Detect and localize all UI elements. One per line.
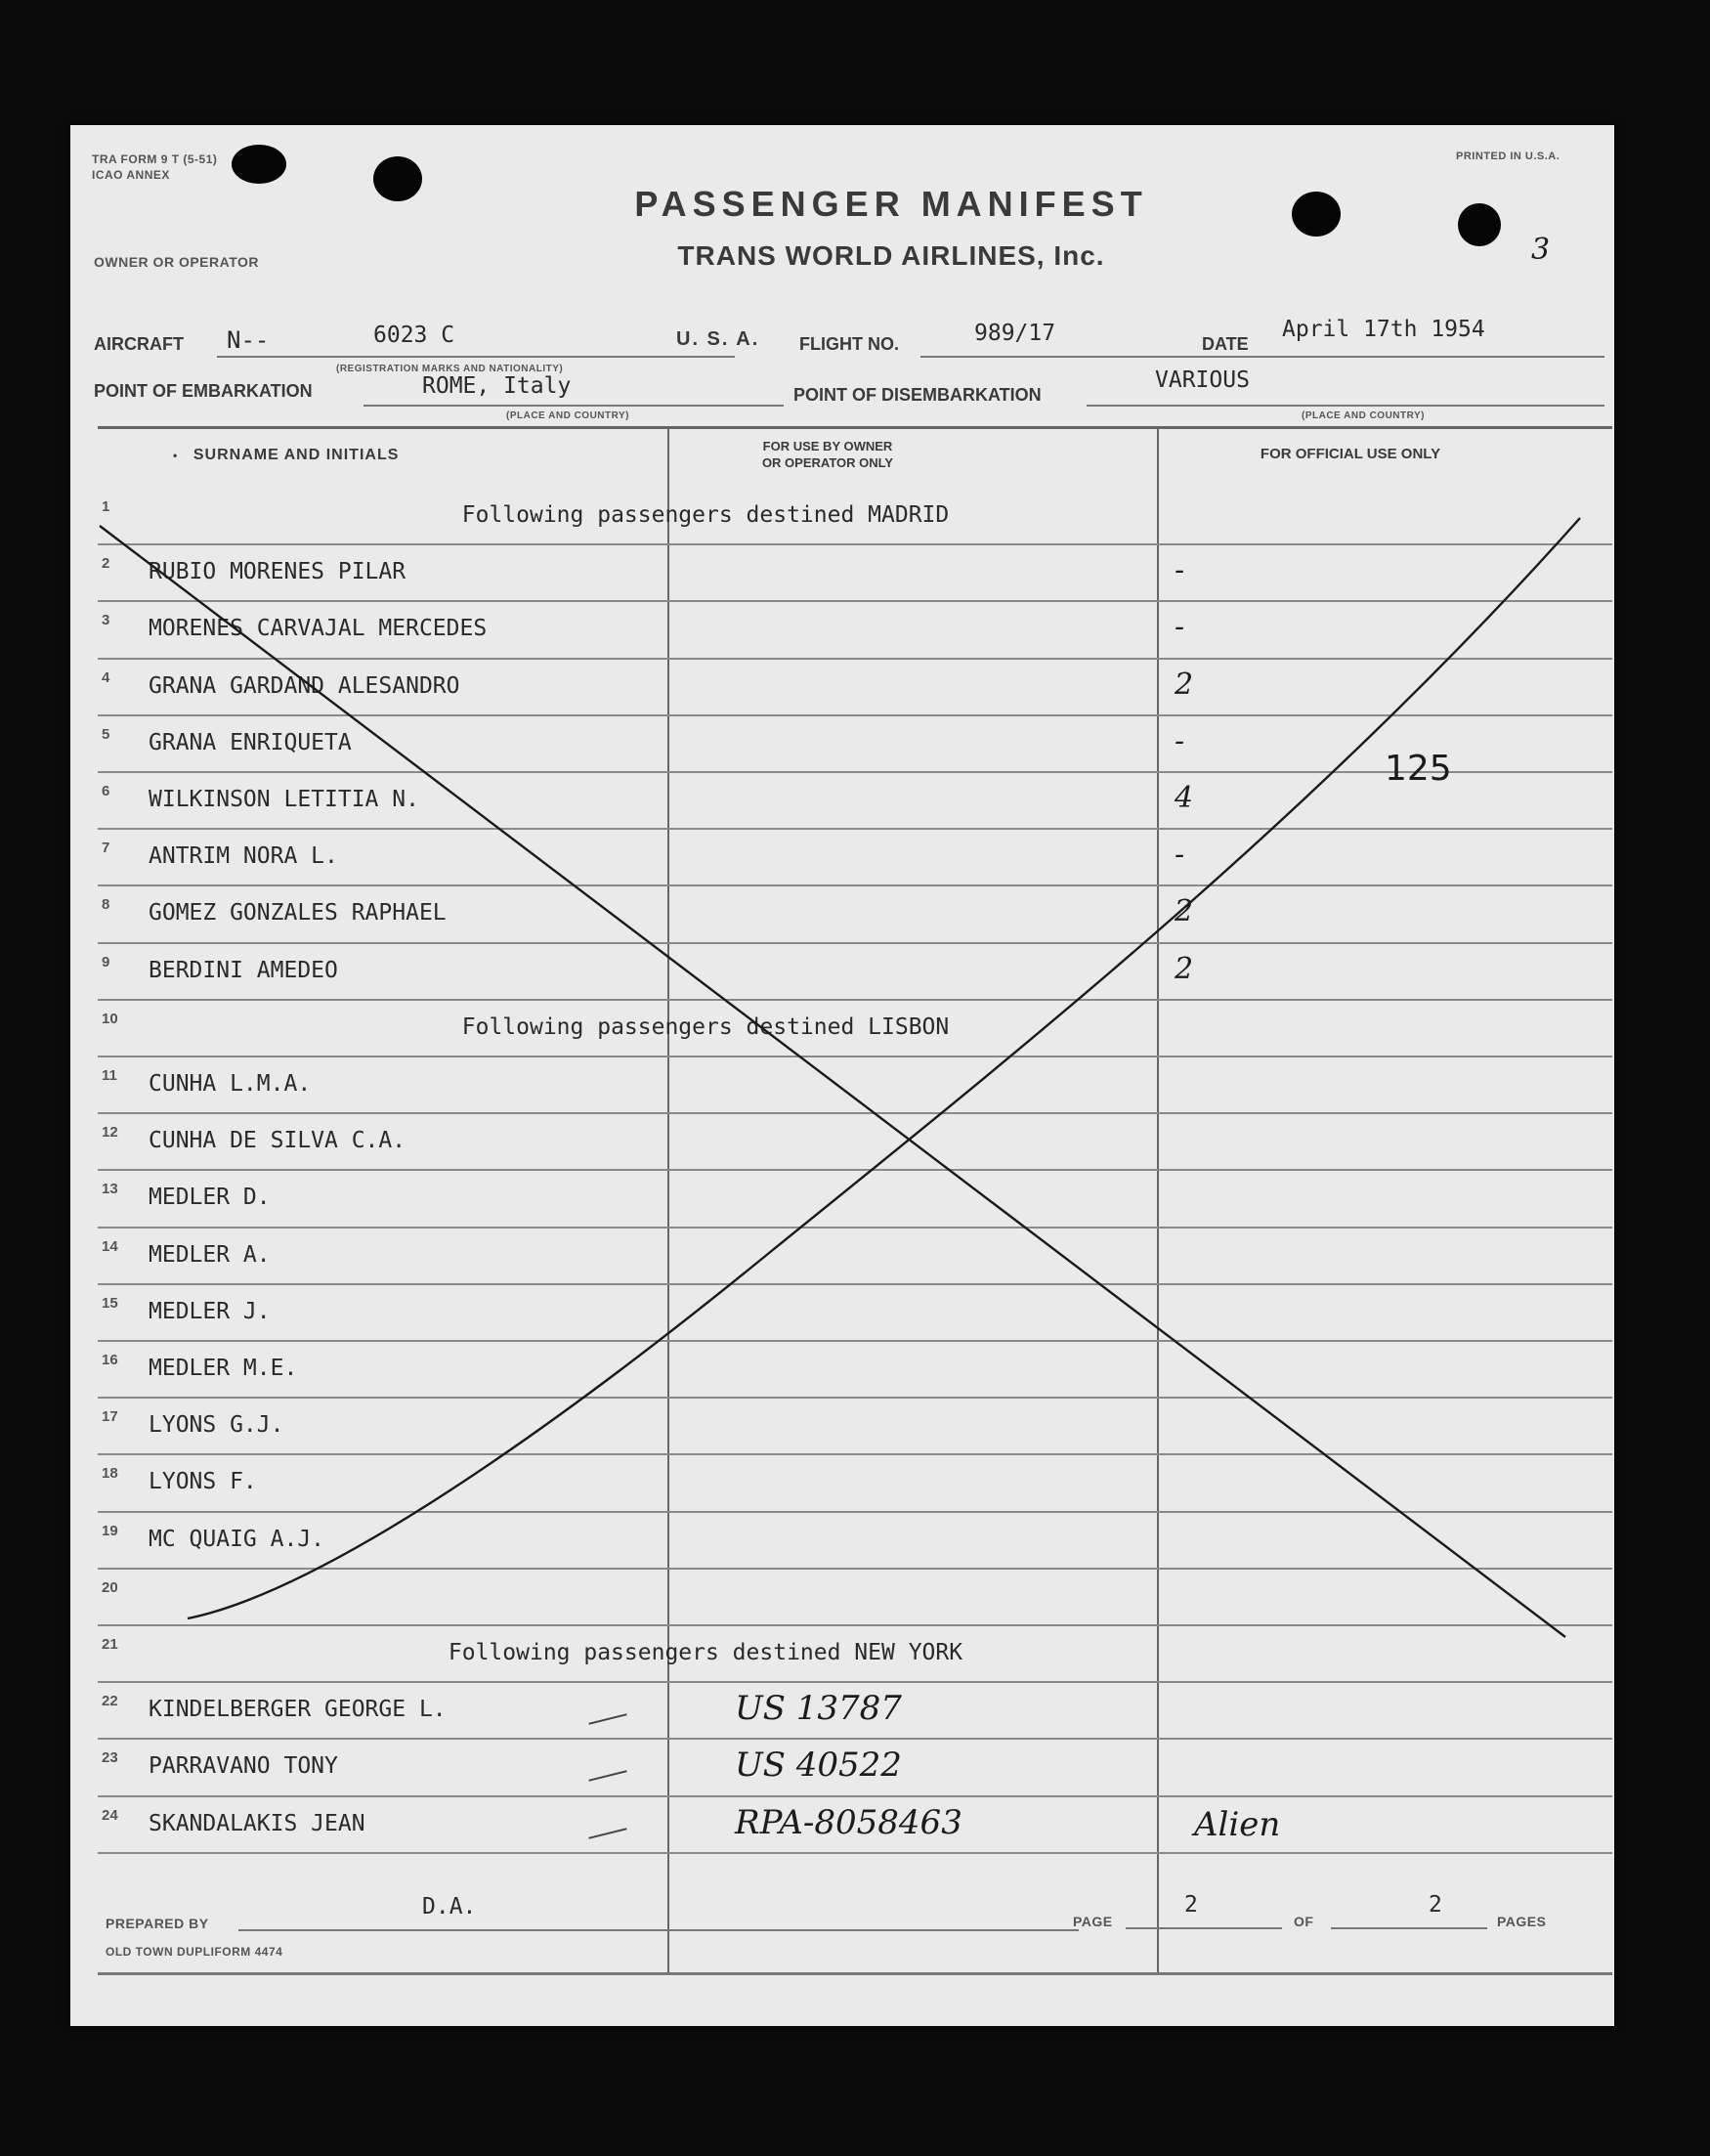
row-number: 8 [102,896,110,914]
passenger-name: MEDLER D. [149,1185,271,1211]
passenger-name: WILKINSON LETITIA N. [149,787,419,812]
row-number: 13 [102,1181,118,1198]
row-number: 19 [102,1522,118,1539]
row-number: 3 [102,612,110,629]
row-number: 5 [102,725,110,743]
row-number: 18 [102,1465,118,1483]
form-annex: ICAO ANNEX [92,168,170,182]
column-header-owner-line2: OR OPERATOR ONLY [761,455,894,470]
row-number: 6 [102,783,110,799]
row-number: 12 [102,1124,118,1142]
form-name: OLD TOWN DUPLIFORM 4474 [106,1945,283,1959]
aircraft-registration: 6023 C [373,323,455,348]
aircraft-label: AIRCRAFT [94,334,184,354]
column-header-official: FOR OFFICIAL USE ONLY [1260,446,1441,462]
row-number: 9 [102,953,110,970]
manifest-sheet: TRA FORM 9 T (5-51) ICAO ANNEX PRINTED IN U.S.A. OWNER OR OPERATOR PASSENGER MANIFEST TRANS WORLD AIRLINES, Inc. 3 AIRCRAFT N-- 6023 C U. S. A. FLIGHT NO. 989/17 DATE April 17th 1954 (REGISTRATION MARKS AND NATIONALITY) POINT OF EMBARKATION ROME, Italy (PLACE AND COUNTRY) POINT OF DISEMBARKATION VARIOUS (PLACE AND COUNTRY) • SURNAME AND INITIALS FOR USE BY OWNER OR OPERATOR ONLY FOR OFFICIAL USE ONLY 1 Following passengers destined MADRID 2 RUBIO MORENES PILAR - 3 MORENES CARVAJAL MERCEDES - 4 GRANA GARDAND ALESANDRO 2 5 GRANA ENRIQUETA - 6 WILKINSON LETITIA N. 4 7 ANTRIM NORA L. - 8 GOMEZ GONZALES RAPHAEL 2 9 BERDINI AMEDEO 2 10 Following passengers destined LISBON 11 CUNHA L.M.A. 12 CUNHA DE SILVA C.A. 13 MEDLER D. 14 MEDLER A. 15 MEDLER J. 16 MEDLER M.E. 17 LYONS G.J. 18 LYONS F. 19 MC QUAIG A.J. 20 21 Following passengers destined NEW YORK 22 KINDELBERGER GEORGE L. US 13787 23 PARRAVANO TONY US 40522 24 SKANDALAKIS JEAN RPA-8058463 Alien 125 PREPARED BY D.A. PAGE 2 OF 2 PAGES OLD TOWN DUPLIFORM 4474 [70,125,1614,2026]
column-header-owner-line1: FOR USE BY OWNER [762,439,893,453]
row-number: 11 [102,1067,117,1084]
place-caption-2: (PLACE AND COUNTRY) [1302,410,1425,421]
nationality: U. S. A. [676,328,760,350]
passenger-name: BERDINI AMEDEO [149,957,338,983]
passenger-name: MORENES CARVAJAL MERCEDES [149,616,488,642]
passenger-name: GOMEZ GONZALES RAPHAEL [149,900,447,927]
destination-heading: Following passengers destined LISBON [461,1013,950,1040]
row-number: 20 [102,1578,118,1596]
official-entry: - [1175,610,1185,645]
row-number: 7 [102,840,110,857]
passenger-name: GRANA ENRIQUETA [149,729,352,755]
row-number: 15 [102,1294,118,1312]
passenger-name: RUBIO MORENES PILAR [149,559,406,585]
page-label: PAGE [1073,1914,1113,1929]
registration-caption: (REGISTRATION MARKS AND NATIONALITY) [336,364,564,374]
document-title: PASSENGER MANIFEST [634,184,1148,224]
page-number: 2 [1184,1892,1198,1918]
row-number: 22 [102,1693,118,1710]
passenger-name: KINDELBERGER GEORGE L. [149,1697,447,1723]
owner-entry: US 13787 [735,1689,902,1729]
official-entry: 2 [1175,894,1194,929]
row-number: 21 [102,1636,118,1653]
passenger-name: MEDLER A. [149,1241,271,1268]
flight-label: FLIGHT NO. [799,334,899,354]
official-entry: 4 [1175,781,1194,815]
passenger-name: MEDLER M.E. [149,1356,298,1381]
passenger-name: LYONS F. [149,1469,257,1495]
date-label: DATE [1202,334,1249,354]
official-entry: - [1175,838,1185,873]
disembarkation-point: VARIOUS [1155,367,1250,393]
row-number: 4 [102,668,110,686]
passenger-name: SKANDALAKIS JEAN [149,1810,365,1836]
flight-number: 989/17 [974,321,1056,346]
embarkation-point: ROME, Italy [422,373,572,399]
owner-label: OWNER OR OPERATOR [94,254,259,270]
row-number: 16 [102,1352,118,1368]
passenger-name: PARRAVANO TONY [149,1753,338,1780]
destination-heading: Following passengers destined MADRID [461,502,950,528]
passenger-name: CUNHA L.M.A. [149,1071,312,1097]
pages-label: PAGES [1497,1914,1547,1929]
row-number: 23 [102,1749,118,1767]
total-pages: 2 [1429,1892,1442,1918]
flight-date: April 17th 1954 [1282,317,1485,342]
official-entry: 2 [1175,951,1194,986]
printed-note: PRINTED IN U.S.A. [1456,151,1560,162]
official-entry: - [1175,723,1185,758]
passenger-name: LYONS G.J. [149,1412,284,1439]
passenger-name: CUNHA DE SILVA C.A. [149,1128,406,1154]
row-number: 24 [102,1806,118,1824]
owner-entry: RPA-8058463 [735,1802,962,1842]
passenger-name: MEDLER J. [149,1298,271,1324]
column-header-surname: SURNAME AND INITIALS [192,447,400,463]
row-number: 10 [102,1010,118,1027]
official-entry: - [1175,553,1185,588]
official-entry: Alien [1194,1804,1281,1844]
place-caption: (PLACE AND COUNTRY) [506,410,629,421]
passenger-name: MC QUAIG A.J. [149,1526,325,1552]
embarkation-label: POINT OF EMBARKATION [94,381,313,401]
passenger-name: ANTRIM NORA L. [149,843,338,870]
prepared-label: PREPARED BY [106,1916,209,1931]
owner-entry: US 40522 [735,1746,902,1786]
aircraft-prefix: N-- [227,326,270,354]
row-number: 2 [102,555,110,573]
corner-mark: 3 [1531,233,1551,267]
row-number: 1 [102,498,110,515]
row-number: 14 [102,1237,118,1255]
strike-through-mark [70,125,1614,2026]
airline-name: TRANS WORLD AIRLINES, Inc. [677,240,1105,271]
disembarkation-label: POINT OF DISEMBARKATION [793,385,1042,405]
form-code: TRA FORM 9 T (5-51) [92,152,218,166]
handwritten-annotation: 125 [1385,749,1452,789]
passenger-name: GRANA GARDAND ALESANDRO [149,672,460,699]
of-label: OF [1294,1914,1314,1929]
row-number: 17 [102,1408,118,1426]
official-entry: 2 [1175,667,1194,702]
destination-heading: Following passengers destined NEW YORK [448,1640,963,1665]
prepared-by: D.A. [422,1894,477,1919]
